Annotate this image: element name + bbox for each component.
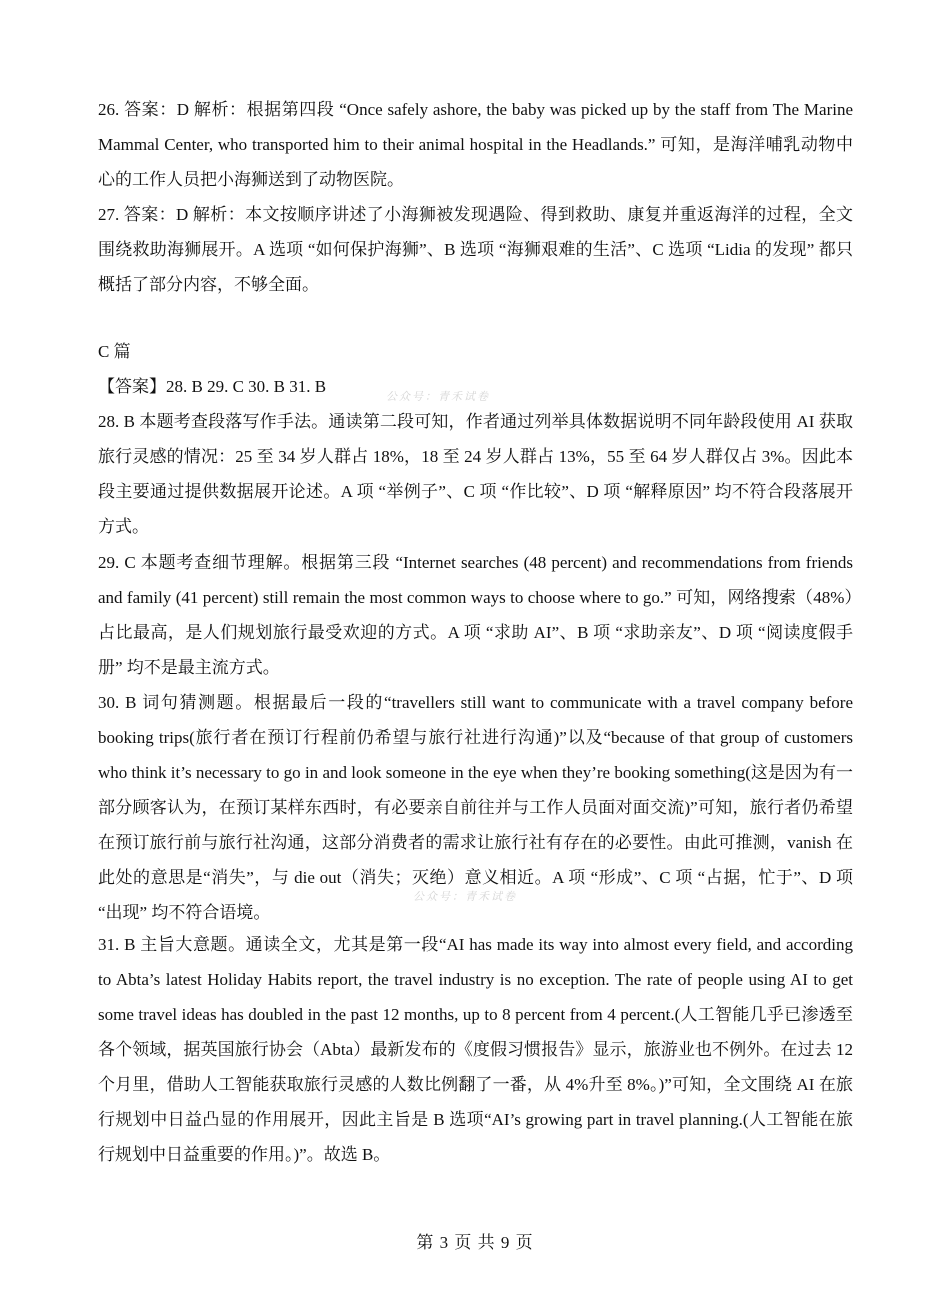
watermark: 公众号：青禾试卷 [386, 390, 490, 403]
watermark: 公众号：青禾试卷 [413, 890, 517, 903]
answer-paragraph-31: 31. B 主旨大意题。通读全文，尤其是第一段“AI has made its way into almost every field, and according to Abta’s latest Holiday Habits report, the travel industry is no exception. The rate of people using AI to get some travel ideas has doubled in the past 12 months, up to 8 percent from 4 percent.(人工智能几乎已渗透至各个领域，据英国旅行协会（Abta）最新发布的《度假习惯报告》显示，旅游业也不例外。在过去 12 个月里，借助人工智能获取旅行灵感的人数比例翻了一番，从 4%升至 8%。)”可知，全文围绕 AI 在旅行规划中日益凸显的作用展开，因此主旨是 B 选项“AI’s growing part in travel planning.(人工智能在旅行规划中日益重要的作用。)”。故选 B。 [98, 935, 853, 1164]
page-number-footer: 第 3 页 共 9 页 [416, 1233, 534, 1252]
answer-paragraph-27: 27. 答案：D 解析：本文按顺序讲述了小海狮被发现遇险、得到救助、康复并重返海洋的过程，全文围绕救助海狮展开。A 选项 “如何保护海狮”、B 选项 “海狮艰难的生活”、C 选项 “Lidia 的发现” 都只概括了部分内容，不够全面。 [98, 205, 853, 294]
answer-paragraph-26: 26. 答案：D 解析：根据第四段 “Once safely ashore, the baby was picked up by the staff from The Marine Mammal Center, who transported him to their animal hospital in the Headlands.” 可知，是海洋哺乳动物中心的工作人员把小海狮送到了动物医院。 [98, 100, 853, 189]
answer-key-line: 【答案】28. B 29. C 30. B 31. B [98, 377, 327, 396]
section-heading-c: C 篇 [98, 342, 131, 361]
answer-paragraph-30: 30. B 词句猜测题。根据最后一段的“travellers still want to communicate with a travel company before booking trips(旅行者在预订行程前仍希望与旅行社进行沟通)”以及“because of that group of customers who think it’s necessary to go in and look someone in the eye when they’re booking something(这是因为有一部分顾客认为，在预订某样东西时，有必要亲自前往并与工作人员面对面交流)”可知，旅行者仍希望在预订旅行前与旅行社沟通，这部分消费者的需求让旅行社有存在的必要性。由此可推测，vanish 在此处的意思是“消失”，与 die out（消失；灭绝）意义相近。A 项 “形成”、C 项 “占据，忙于”、D 项 “出现” 均不符合语境。 [98, 693, 853, 922]
answer-paragraph-29: 29. C 本题考查细节理解。根据第三段 “Internet searches (48 percent) and recommendations from friends and family (41 percent) still remain the most common ways to choose where to go.” 可知，网络搜索（48%）占比最高，是人们规划旅行最受欢迎的方式。A 项 “求助 AI”、B 项 “求助亲友”、D 项 “阅读度假手册” 均不是最主流方式。 [98, 553, 853, 677]
answer-paragraph-28: 28. B 本题考查段落写作手法。通读第二段可知，作者通过列举具体数据说明不同年龄段使用 AI 获取旅行灵感的情况：25 至 34 岁人群占 18%，18 至 24 岁人群占 13%，55 至 64 岁人群仅占 3%。因此本段主要通过提供数据展开论述。A 项 “举例子”、C 项 “作比较”、D 项 “解释原因” 均不符合段落展开方式。 [98, 412, 853, 536]
